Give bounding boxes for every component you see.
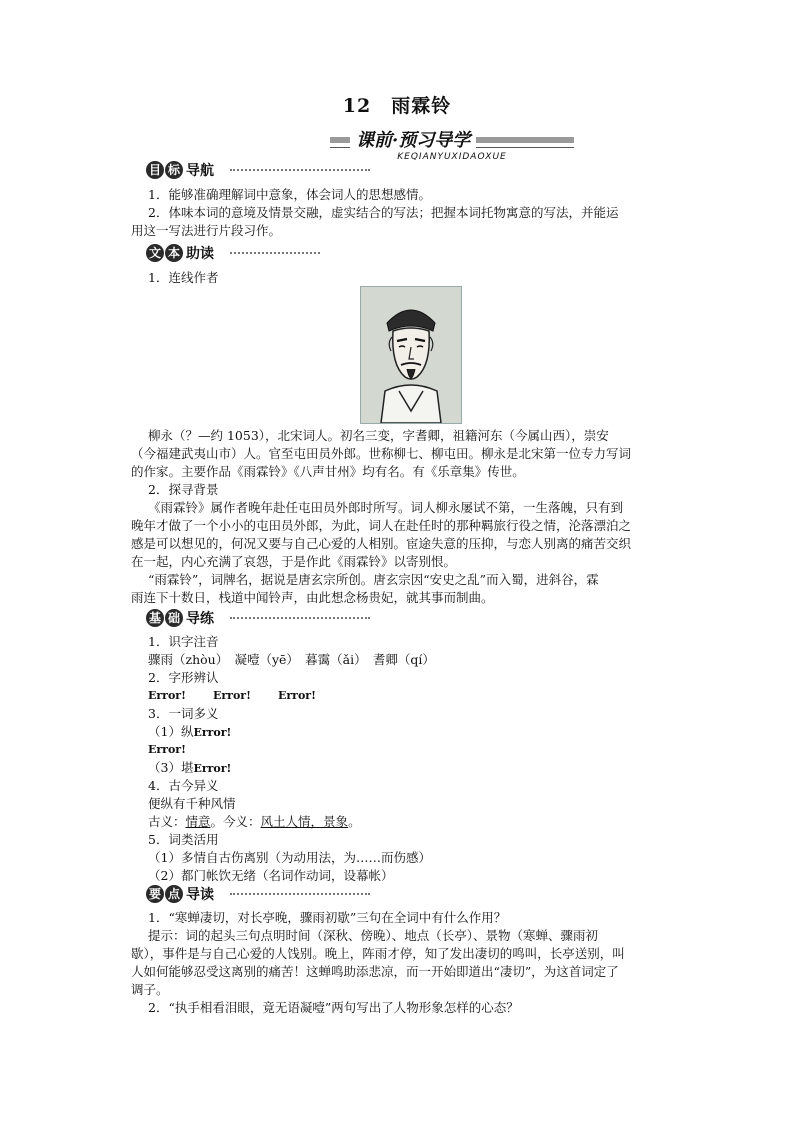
subheading: 4．古今异义 (148, 778, 219, 793)
goal-line: 1．能够准确理解词中意象，体会词人的思想感情。 (148, 187, 431, 202)
polysemy-item (148, 760, 231, 777)
section-header-goals (146, 160, 446, 180)
section-header-reading (146, 243, 446, 263)
ancient-label: 古义： (148, 814, 186, 829)
answer-line: 人如何能够忍受这离别的痛苦！这蝉鸣助添悲凉，而一开始即道出“凄切”，为这首词定了 (131, 964, 619, 979)
subheading: 1．识字注音 (148, 634, 219, 649)
usage-line: （2）都门帐饮无绪（名词作动词，设幕帐） (148, 868, 394, 883)
page-title: 12 雨霖铃 (342, 95, 452, 117)
section-badge-char: 基 (146, 609, 164, 627)
polysemy-item (148, 724, 231, 741)
modern-meaning: 风土人情，景象 (260, 814, 349, 829)
meaning-line (148, 814, 361, 830)
author-text: （今福建武夷山市）人。官至屯田员外郎。世称柳七、柳屯田。柳永是北宋第一位专力写词 (131, 446, 632, 461)
phrase-line: 便纵有千种风情 (148, 796, 236, 811)
background-text: 晚年才做了一个小小的屯田员外郎，为此，词人在赴任时的那种羁旅行役之情，沦落漂泊之 (131, 518, 632, 533)
background-text: 感是可以想见的，何况又要与自己心爱的人相别。宦途失意的压抑，与恋人别离的痛苦交织 (131, 536, 632, 551)
error-text: Error! (213, 689, 251, 702)
polysemy-prefix: （1）纵 (148, 724, 194, 739)
background-text: 在一起，内心充满了哀怨，于是作此《雨霖铃》以寄别恨。 (131, 554, 457, 569)
dotted-rule (230, 893, 370, 898)
section-title: 导读 (186, 887, 214, 903)
liu-yong-portrait-icon (361, 287, 461, 423)
end-mark: 。 (348, 814, 361, 829)
background-text: 雨连下十数日，栈道中闻铃声，由此想念杨贵妃，就其事而制曲。 (131, 590, 494, 605)
goal-line: 2．体味本词的意境及情景交融，虚实结合的写法；把握本词托物寓意的写法，并能运 (148, 205, 619, 220)
author-text: 柳永（？—约 1053），北宋词人。初名三变，字耆卿，祖籍河东（今属山西），崇安 (148, 428, 609, 443)
author-text: 的作家。主要作品《雨霖铃》《八声甘州》均有名。有《乐章集》传世。 (131, 464, 525, 479)
subheading: 2．字形辨认 (148, 670, 219, 685)
banner-title: 课前·预习导学 (350, 126, 476, 152)
pinyin-line: 骤雨（zhòu） 凝噎（yē） 暮霭（ǎi） 耆卿（qí） (148, 652, 435, 667)
error-text: Error! (193, 726, 232, 739)
subheading: 2．探寻背景 (148, 482, 219, 497)
ancient-meaning: 情意 (185, 814, 211, 829)
dotted-rule (230, 252, 320, 257)
section-badge-char: 目 (146, 161, 164, 179)
answer-line: 调子。 (131, 982, 169, 997)
section-header-key (146, 884, 446, 904)
section-badge-char: 础 (165, 609, 183, 627)
error-text: Error! (148, 743, 186, 756)
error-text: Error! (193, 762, 232, 775)
dotted-rule (230, 169, 370, 174)
background-text: 《雨霖铃》属作者晚年赴任屯田员外郎时所写。词人柳永屡试不第，一生落魄，只有到 (148, 500, 624, 515)
error-text: Error! (148, 689, 186, 702)
section-badge-char: 标 (165, 161, 183, 179)
question-line: 1．“寒蝉凄切，对长亭晚，骤雨初歇”三句在全词中有什么作用？ (148, 910, 507, 925)
section-badge-char: 点 (165, 885, 183, 903)
error-text: Error! (278, 689, 316, 702)
usage-line: （1）多情自古伤离别（为动用法，为……而伤感） (148, 850, 431, 865)
section-badge-char: 要 (146, 885, 164, 903)
background-text: “雨霖铃”，词牌名，据说是唐玄宗所创。唐玄宗因“安史之乱”而入蜀，进斜谷，霖 (148, 572, 599, 587)
answer-line: 歇），事件是与自己心爱的人饯别。晚上，阵雨才停，知了发出凄切的鸣叫，长亭送别，叫 (131, 946, 625, 961)
section-badge-char: 本 (165, 244, 183, 262)
section-badge-char: 文 (146, 244, 164, 262)
subheading: 5．词类活用 (148, 832, 219, 847)
section-title: 助读 (186, 246, 214, 262)
goal-line: 用这一写法进行片段习作。 (131, 223, 282, 238)
section-banner (330, 128, 574, 150)
answer-line: 提示：词的起头三句点明时间（深秋、傍晚）、地点（长亭）、景物（寒蝉、骤雨初 (148, 928, 599, 943)
modern-label: 。今义： (210, 814, 261, 829)
subheading: 3．一词多义 (148, 706, 219, 721)
section-title: 导航 (186, 163, 214, 179)
question-line: 2．“执手相看泪眼，竟无语凝噎”两句写出了人物形象怎样的心态？ (148, 1000, 519, 1015)
banner-subtitle: KEQIANYUXIDAOXUE (397, 152, 507, 162)
dotted-rule (230, 617, 370, 622)
section-title: 导练 (186, 611, 214, 627)
polysemy-prefix: （3）堪 (148, 760, 194, 775)
subheading: 1．连线作者 (148, 270, 219, 285)
author-portrait (360, 286, 462, 424)
section-header-practice (146, 608, 446, 628)
